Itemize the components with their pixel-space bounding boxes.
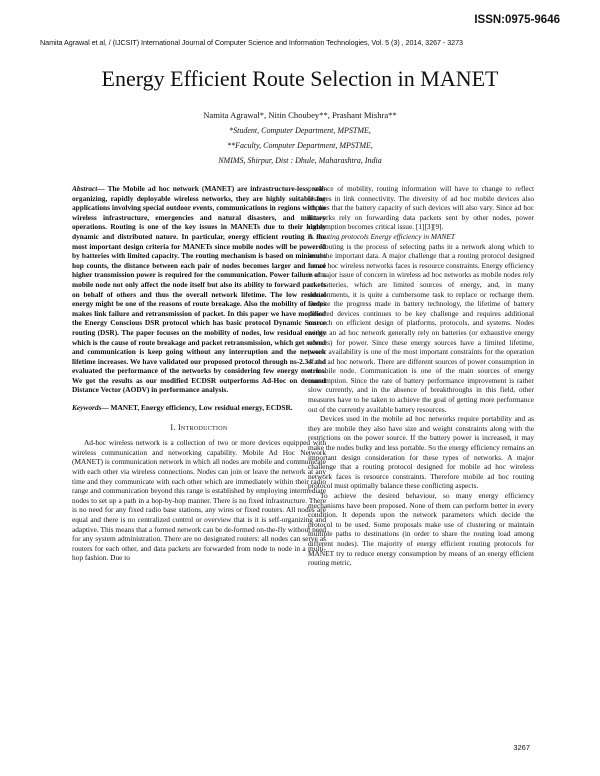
authors: Namita Agrawal*, Nitin Choubey**, Prashant Mishra** [203,110,397,120]
affiliation-2: **Faculty, Computer Department, MPSTME, [227,141,373,150]
subsection-heading: A. Routing protocols Energy efficiency in MANET [308,231,455,241]
keywords [72,403,326,413]
right-column [308,184,534,568]
paper-title: Energy Efficient Route Selection in MANET [101,66,499,91]
intro-paragraph-continued: presence of mobility, routing information will have to change to reflect changes in link connectivity. The diversity of ad hoc mobile devices also implies that the battery capacity of such devices will also vary. Since ad hoc networks rely on forwarding data packets sent by other nodes, power consumption becomes critical issue. [1][3][9]. [308,184,534,232]
left-column [72,184,326,563]
affiliation-3: NMIMS, Shirpur, Dist : Dhule, Maharashtra, India [218,156,382,165]
keywords-text: — MANET, Energy efficiency, Low residual energy, ECDSR. [101,403,293,413]
page-number: 3267 [513,743,530,752]
abstract [72,184,326,395]
abstract-text: — The Mobile ad hoc network (MANET) are infrastructure-less, self-organizing, rapidly deployable wireless networks, they are highly suitable for applications involving special outdoor events, communications in regions with no wireless infrastructure, emergencies and natural disasters, and military operations. Routing is one of the key issues in MANETs due to their highly dynamic and distributed nature. In particular, energy efficient routing is the most important design criteria for MANETs since mobile nodes will be powered by batteries with limited capacity. The routing mechanism is based on minimum hop counts, the distance between each pair of nodes becomes larger and hence higher transmission power is required for the communication. Power failure of a mobile node not only affect the node itself but also its ability to forward packets on behalf of others and thus the overall network lifetime. The low residual energy might be one of the reasons of route breakage. Also the mobility of nodes makes link failure and retransmission of packet. In this paper we have modified the Energy Conscious DSR protocol which has basic protocol Dynamic Source routing (DSR). The paper focuses on the mobility of nodes, low residual energy which is the cause of route breakage and packet retransmission, which get solved and communication is keep going without any interruption and the network lifetime increases. We have validated our proposed protocol through ns-2.34 and evaluated the performance of the networks by considering few energy metrics. We got the results as our modified ECDSR outperforms Ad-Hoc on demand Distance Vector (AODV) in performance analysis. [72,184,326,395]
affiliation-1: *Student, Computer Department, MPSTME, [229,126,371,135]
running-header: Namita Agrawal et al, / (IJCSIT) International Journal of Computer Science and Information Technologies, Vol. 5 (3) , 2014, 3267 - 3273 [40,38,464,47]
abstract-label: Abstract [72,184,98,193]
issn-label: ISSN:0975-9646 [474,14,560,26]
mechanisms-paragraph: To achieve the desired behaviour, so many energy efficiency mechanisms have been proposed. None of them can perform better in every condition. It depends upon the network parameters which decide the protocol to be used. Some proposals make use of clustering or maintain multiple paths to destinations (in order to share the routing load among different nodes). The majority of energy efficient routing protocols for MANET try to reduce energy consumption by means of an energy efficient routing metric, [308,491,534,568]
section-heading-introduction: I. Introduction [170,422,228,432]
routing-paragraph: Routing is the process of selecting paths in a network along which to send the important data. A major challenge that a routing protocol designed for ad hoc wireless networks faces is resource constraints. Energy efficiency is a major issue of concern in wireless ad hoc networks as mobile nodes rely on batteries, which are limited sources of energy, and, in many environments, it is quite a cumbersome task to replace or recharge them. Despite the progress made in battery technology, the lifetime of battery powered devices continues to be key challenge and requires additional research on efficient design of platforms, protocols, and systems. Nodes within an ad hoc network generally rely on batteries (or exhaustive energy sources) for power. Since these energy sources have a limited lifetime, power availability is one of the most important constraints for the operation of the ad hoc network. There are different sources of power consumption in a mobile node. Communication is one of the main sources of energy consumption. Since the rate of battery performance improvement is rather slow currently, and in the absence of breakthroughs in this field, other measures have to be taken to achieve the goal of getting more performance out of the currently available battery resources. [308,241,534,414]
keywords-label: Keywords [72,403,102,413]
devices-paragraph: Devices used in the mobile ad hoc networks require portability and as they are mobile they also have size and weight constraints along with the restrictions on the power source. If the battery power is increased, it may make the nodes bulky and less portable. So the energy efficiency remains an important design consideration for these types of networks. A major challenge that a routing protocol designed for mobile ad hoc wireless network faces is resource constraints. Therefore mobile ad hoc routing protocol must optimally balance these conflicting aspects. [308,414,534,491]
intro-paragraph-1: Ad-hoc wireless network is a collection of two or more devices equipped with wireless communication and networking capability. Mobile Ad Hoc Network (MANET) is communication network in which all nodes are mobile and communicate with each other via wireless connections. Nodes can join or leave the network at any time and they communicate with each other which are immediately within their radio range and communication beyond this range is established by employing intermediate nodes to set up a path in a hop-by-hop manner. There is no fixed infrastructure. There is no need for any fixed radio base stations, any wires or fixed routers. All nodes are equal and there is no centralized control or overview that is it is self-organizing and adaptive. This means that a formed network can be de-formed on-the-fly without need for any system administration. There are no designated routers: all nodes can serve as routers for each other, and data packets are forwarded from node to node in a multi-hop fashion. Due to [72,438,326,563]
